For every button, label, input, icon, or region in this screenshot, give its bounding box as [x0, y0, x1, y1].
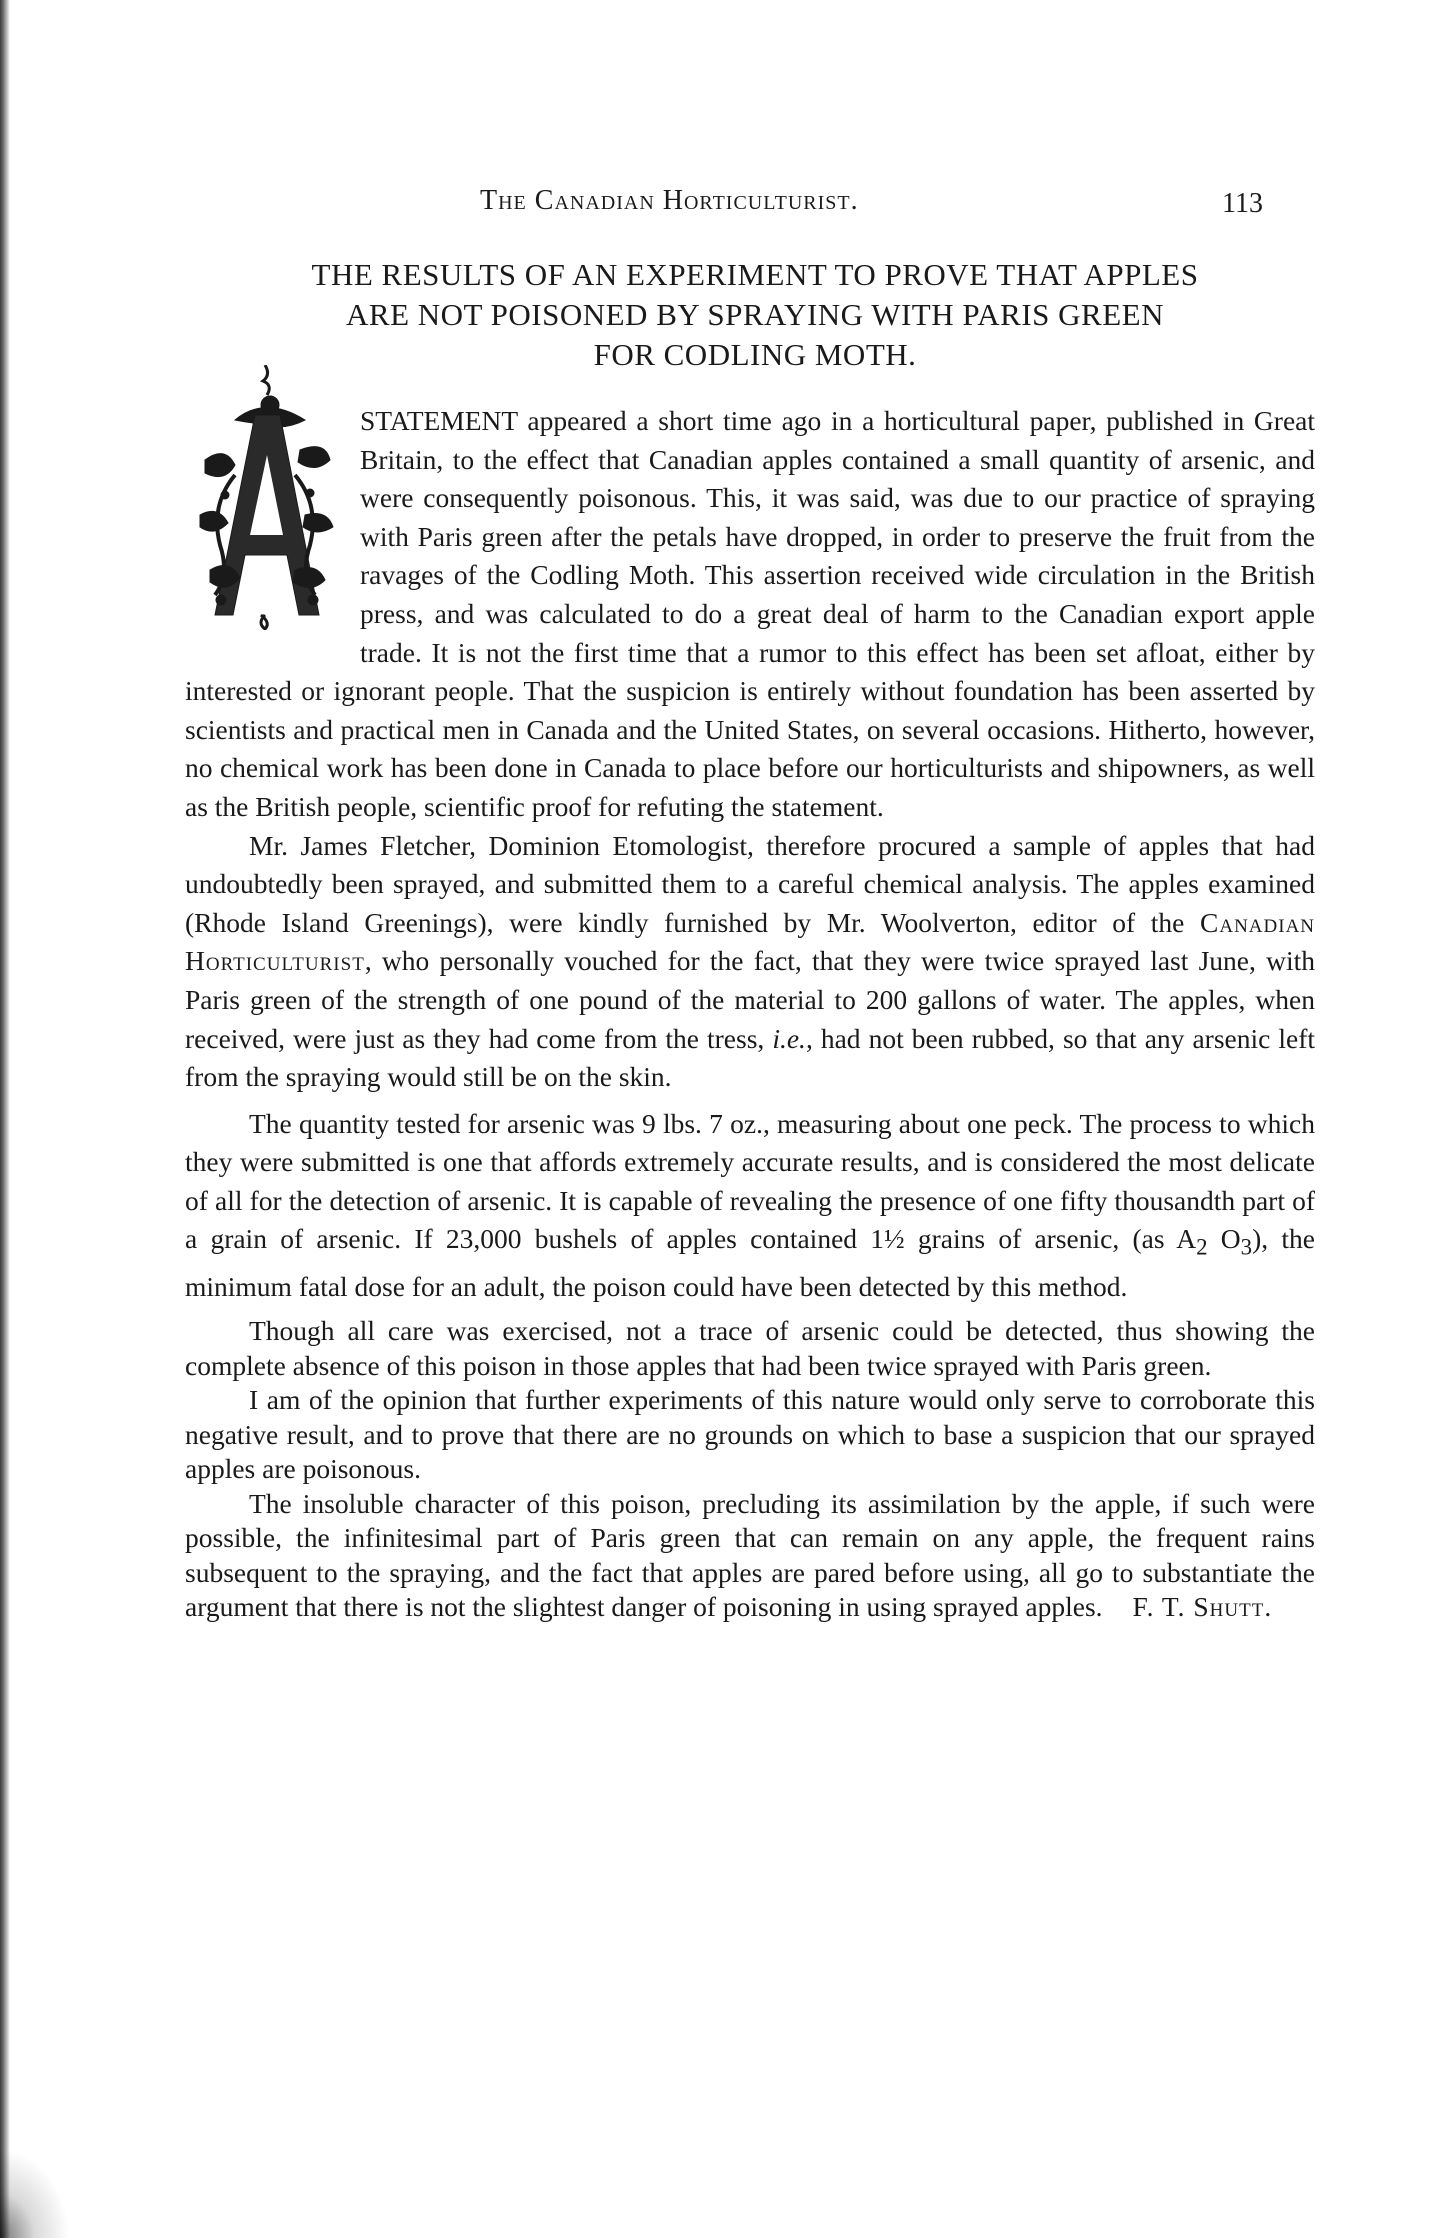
subscript: 3	[1240, 1234, 1253, 1260]
paragraph-opinion: I am of the opinion that further experiments of this nature would only serve to corroborate this negative result, and to prove that there are no grounds on which to base a suspicion that our sprayed apples are poisonous.	[185, 1384, 1315, 1485]
title-line: THE RESULTS OF AN EXPERIMENT TO PROVE THAT APPLES	[311, 257, 1199, 292]
abbreviation-ie: i.e.	[772, 1022, 806, 1054]
paragraph-text: O	[1207, 1223, 1241, 1255]
author-signature: F. T. Shutt.	[1132, 1591, 1273, 1623]
scan-corner-shadow	[0, 2148, 70, 2238]
title-line: ARE NOT POISONED BY SPRAYING WITH PARIS GREEN	[346, 297, 1164, 332]
paragraph-conclusion	[185, 1487, 1315, 1625]
title-line: FOR CODLING MOTH.	[593, 337, 917, 372]
paragraph-fletcher	[185, 827, 1315, 1097]
paragraph-text: ), the minimum fatal dose for an adult, the poison could have been detected by this method.	[185, 1223, 1315, 1302]
page-number: 113	[1222, 188, 1263, 219]
paragraph-text: , who personally vouched for the fact, that they were twice sprayed last June, with Paris green of the strength of one pound of the material to 200 gallons of water. The apples, when received, were just as they had come from the tress,	[185, 945, 1315, 1054]
paragraph-opening: STATEMENT appeared a short time ago in a horticultural paper, published in Great Britain, to the effect that Canadian apples contained a small quantity of arsenic, and were consequently poisonous. This, it was said, was due to our practice of spraying with Paris green after the petals have dropped, in order to preserve the fruit from the ravages of the Codling Moth. This assertion received wide circulation in the British press, and was calculated to do a great deal of harm to the Canadian export apple trade. It is not the first time that a rumor to this effect has been set afloat, either by interested or ignorant people. That the suspicion is entirely without foundation has been asserted by scientists and practical men in Canada and the United States, on several occasions. Hitherto, however, no chemical work has been done in Canada to place before our horticulturists and shipowners, as well as the British people, scientific proof for refuting the statement.	[185, 405, 1315, 822]
subscript: 2	[1196, 1234, 1208, 1260]
article-body	[185, 402, 1315, 1625]
paragraph-text: The insoluble character of this poison, precluding its assimilation by the apple, if such were possible, the infinitesimal part of Paris green that can remain on any apple, the frequent rains subsequent to the spraying, and the fact that apples are pared before using, all go to substantiate the argument that there is not the slightest danger of poisoning in using sprayed apples.	[185, 1487, 1315, 1623]
journal-name: Canadian Horticulturist	[185, 906, 1316, 977]
paragraph-quantity	[185, 1105, 1315, 1306]
paragraph-text: Mr. James Fletcher, Dominion Etomologist, therefore procured a sample of apples that had undoubtedly been sprayed, and submitted them to a careful chemical analysis. The apples examined (Rhode Island Greenings), were kindly furnished by Mr. Woolverton, editor of the	[185, 829, 1315, 938]
paragraph-result: Though all care was exercised, not a trace of arsenic could be detected, thus showing the complete absence of this poison in those apples that had been twice sprayed with Paris green.	[185, 1315, 1315, 1381]
running-head: The Canadian Horticulturist.	[480, 185, 859, 216]
paragraph-text: The quantity tested for arsenic was 9 lbs. 7 oz., measuring about one peck. The process to which they were submitted is one that affords extremely accurate results, and is considered the most delicate of all for the detection of arsenic. It is capable of revealing the presence of one fifty thousandth part of a grain of arsenic. If 23,000 bushels of apples contained 1½ grains of arsenic, (as A	[185, 1107, 1315, 1255]
article-title	[185, 255, 1325, 375]
page-binding-edge	[0, 0, 10, 2238]
paragraph-text: , had not been rubbed, so that any arsenic left from the spraying would still be on the skin.	[185, 1022, 1315, 1093]
